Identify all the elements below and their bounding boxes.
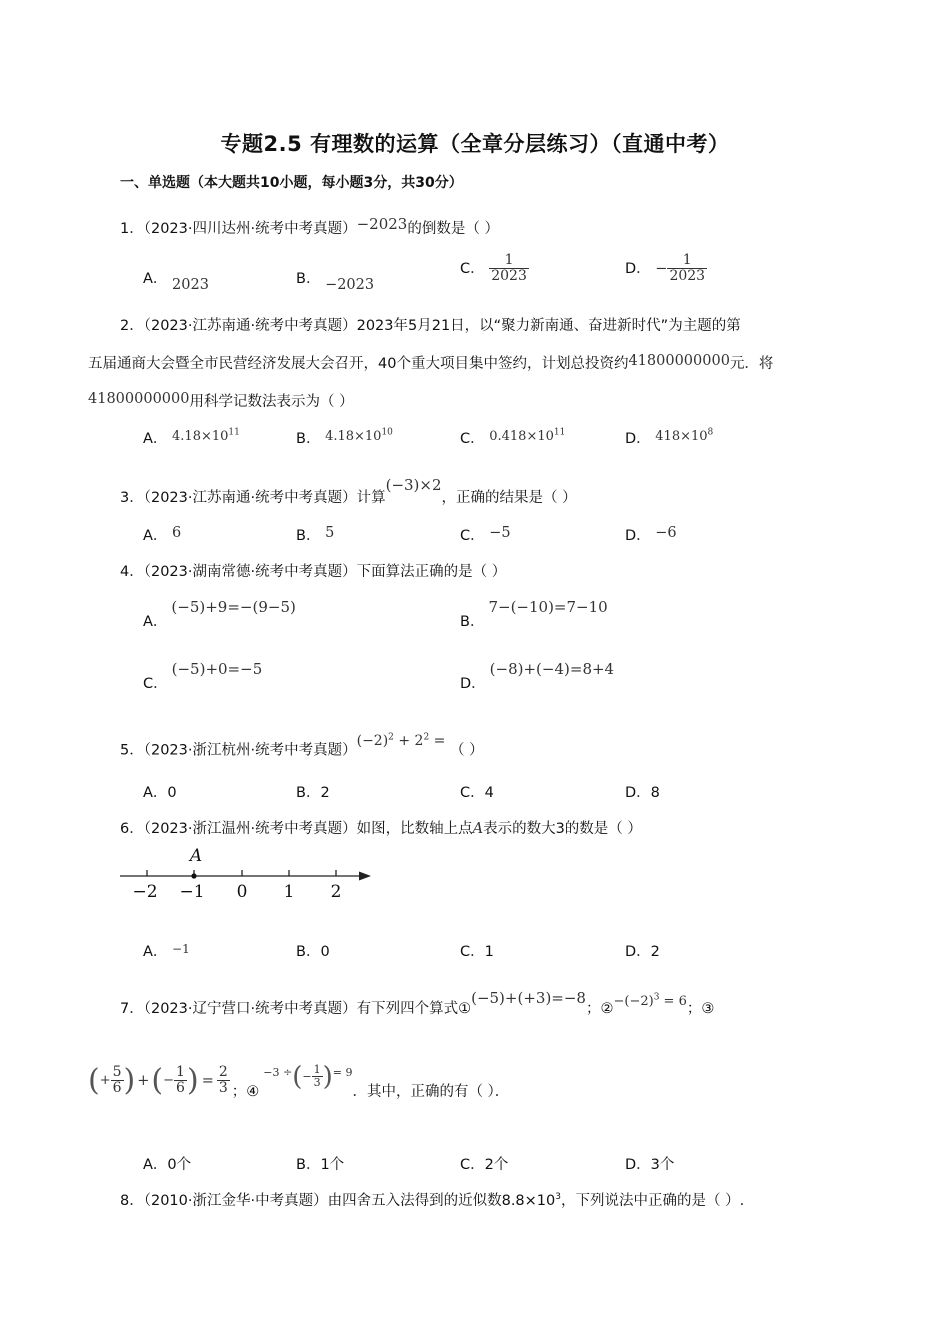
question-3-option-c: C． −5 <box>460 525 511 544</box>
question-4-option-c: C．(−5)+0=−5 <box>143 660 263 692</box>
question-6-option-d: D．2 <box>625 944 660 960</box>
question-3-stem: 3．（2023·江苏南通·统考中考真题）计算(−3)×2，正确的结果是（ ） <box>120 476 577 506</box>
section-heading: 一、单选题（本大题共10小题，每小题3分，共30分） <box>120 175 463 191</box>
question-6-option-a: A． $^{-1}$ <box>143 942 190 960</box>
question-5-option-a: A．0 <box>143 785 177 801</box>
question-5-option-c: C．4 <box>460 785 494 801</box>
question-7-option-b: B．1个 <box>296 1157 345 1173</box>
question-2-line-3: 41800000000用科学记数法表示为（ ） <box>88 391 354 410</box>
tick-label: 2 <box>330 882 342 902</box>
question-4-option-a: A．(−5)+9=−(9−5) <box>143 598 296 630</box>
question-1-option-c: C． $\frac{1}{2023}$ <box>460 252 527 285</box>
page-title: 专题2.5 有理数的运算（全章分层练习）（直通中考） <box>220 132 730 156</box>
question-7-option-c: C．2个 <box>460 1157 509 1173</box>
question-2-line-1: 2．（2023·江苏南通·统考中考真题）2023年5月21日，以“聚力新南通、奋进新时代”为主题的第 <box>120 318 741 334</box>
question-2-option-d: D． $418\times 10^8$ <box>625 427 714 447</box>
question-6-option-b: B．0 <box>296 944 330 960</box>
tick-label: −2 <box>132 882 158 902</box>
question-7-stem: 7．（2023·辽宁营口·统考中考真题）有下列四个算式①(−5)+(+3)=−8；$②-(-2)^3 = 6$；③ <box>120 989 715 1017</box>
question-7-option-d: D．3个 <box>625 1157 675 1173</box>
question-5-option-b: B．2 <box>296 785 330 801</box>
question-1-stem: 1．（2023·四川达州·统考中考真题）−2023的倒数是（ ） <box>120 215 499 237</box>
question-1-option-b: B． −2023 <box>296 271 375 293</box>
arrow-head-icon <box>359 872 371 881</box>
question-3-option-b: B． 5 <box>296 525 335 544</box>
question-6-stem: 6．（2023·浙江温州·统考中考真题）如图，比数轴上点A表示的数大3的数是（ ） <box>120 821 642 837</box>
question-1-option-d: D． − $\frac{1}{2023}$ <box>625 252 706 285</box>
number-line-figure <box>115 846 375 902</box>
point-a-label: A <box>189 846 203 866</box>
question-5-option-d: D．8 <box>625 785 660 801</box>
question-2-option-a: A． $4.18\times 10^{11}$ <box>143 427 240 447</box>
question-7-line-2: ( + $\frac{5}{6}$ ) + ( − $\frac{1}{6}$ ) = $\frac{2}{3}$ ；④ −3 ÷ ( − $\frac{1}{3}$ ) = 9 ．其中，正确的有（ ）． <box>88 1061 510 1100</box>
question-2-line-2: 五届通商大会暨全市民营经济发展大会召开，40个重大项目集中签约，计划总投资约41800000000元．将 <box>88 353 774 372</box>
question-4-option-b: B．7−(−10)=7−10 <box>460 598 608 630</box>
question-5-stem: 5．（2023·浙江杭州·统考中考真题）$(-2)^2 + 2^2$ = （ ） <box>120 732 484 759</box>
question-8-stem: 8．（2010·浙江金华·中考真题）由四舍五入法得到的近似数$8.8\times 10^3$，下列说法中正确的是（ ）. <box>120 1192 745 1209</box>
question-3-option-a: A． 6 <box>143 525 182 544</box>
question-3-option-d: D． −6 <box>625 525 677 544</box>
tick-label: 0 <box>236 882 248 902</box>
fraction: $\frac{1}{2023}$ <box>669 252 706 285</box>
question-4-stem: 4．（2023·湖南常德·统考中考真题）下面算法正确的是（ ） <box>120 564 507 580</box>
fraction: $\frac{1}{2023}$ <box>491 252 527 285</box>
question-2-option-c: C． $0.418\times 10^{11}$ <box>460 427 566 447</box>
question-7-option-a: A．0个 <box>143 1157 192 1173</box>
question-1-option-a: A． 2023 <box>143 271 209 293</box>
question-4-option-d: D．(−8)+(−4)=8+4 <box>460 660 615 692</box>
point-a-marker <box>191 873 196 878</box>
question-6-option-c: C．1 <box>460 944 494 960</box>
question-2-option-b: B． $4.18\times 10^{10}$ <box>296 427 393 447</box>
tick-label: 1 <box>283 882 295 902</box>
tick-label: −1 <box>179 882 205 902</box>
